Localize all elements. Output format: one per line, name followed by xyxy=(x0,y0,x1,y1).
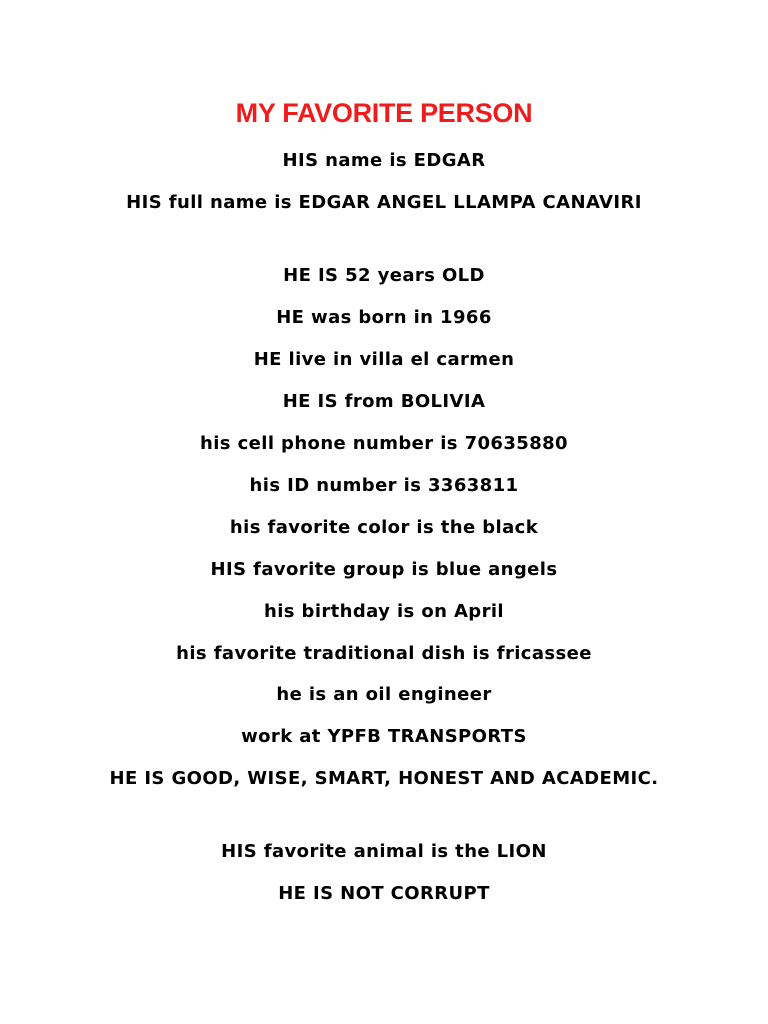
page-title: MY FAVORITE PERSON xyxy=(235,98,533,128)
text-line-not-corrupt: HE IS NOT CORRUPT xyxy=(278,883,490,904)
text-line-profession: he is an oil engineer xyxy=(276,684,492,705)
text-line-birthday: his birthday is on April xyxy=(263,601,505,622)
text-line-age: HE IS 52 years OLD xyxy=(283,265,485,286)
text-line-workplace: work at YPFB TRANSPORTS xyxy=(241,726,527,747)
text-line-id-number: his ID number is 3363811 xyxy=(249,475,519,496)
text-line-residence: HE live in villa el carmen xyxy=(253,349,515,370)
text-line-birth-year: HE was born in 1966 xyxy=(276,307,492,328)
text-line-name: HIS name is EDGAR xyxy=(282,150,486,171)
text-line-favorite-group: HIS favorite group is blue angels xyxy=(210,559,558,580)
text-line-country: HE IS from BOLIVIA xyxy=(282,391,486,412)
text-line-favorite-color: his favorite color is the black xyxy=(229,517,539,538)
text-line-phone: his cell phone number is 70635880 xyxy=(200,433,568,454)
text-line-qualities: HE IS GOOD, WISE, SMART, HONEST AND ACADEMIC. xyxy=(109,768,659,789)
text-line-full-name: HIS full name is EDGAR ANGEL LLAMPA CANAVIRI xyxy=(126,192,642,213)
text-line-favorite-dish: his favorite traditional dish is fricassee xyxy=(176,643,592,664)
text-line-favorite-animal: HIS favorite animal is the LION xyxy=(221,841,547,862)
